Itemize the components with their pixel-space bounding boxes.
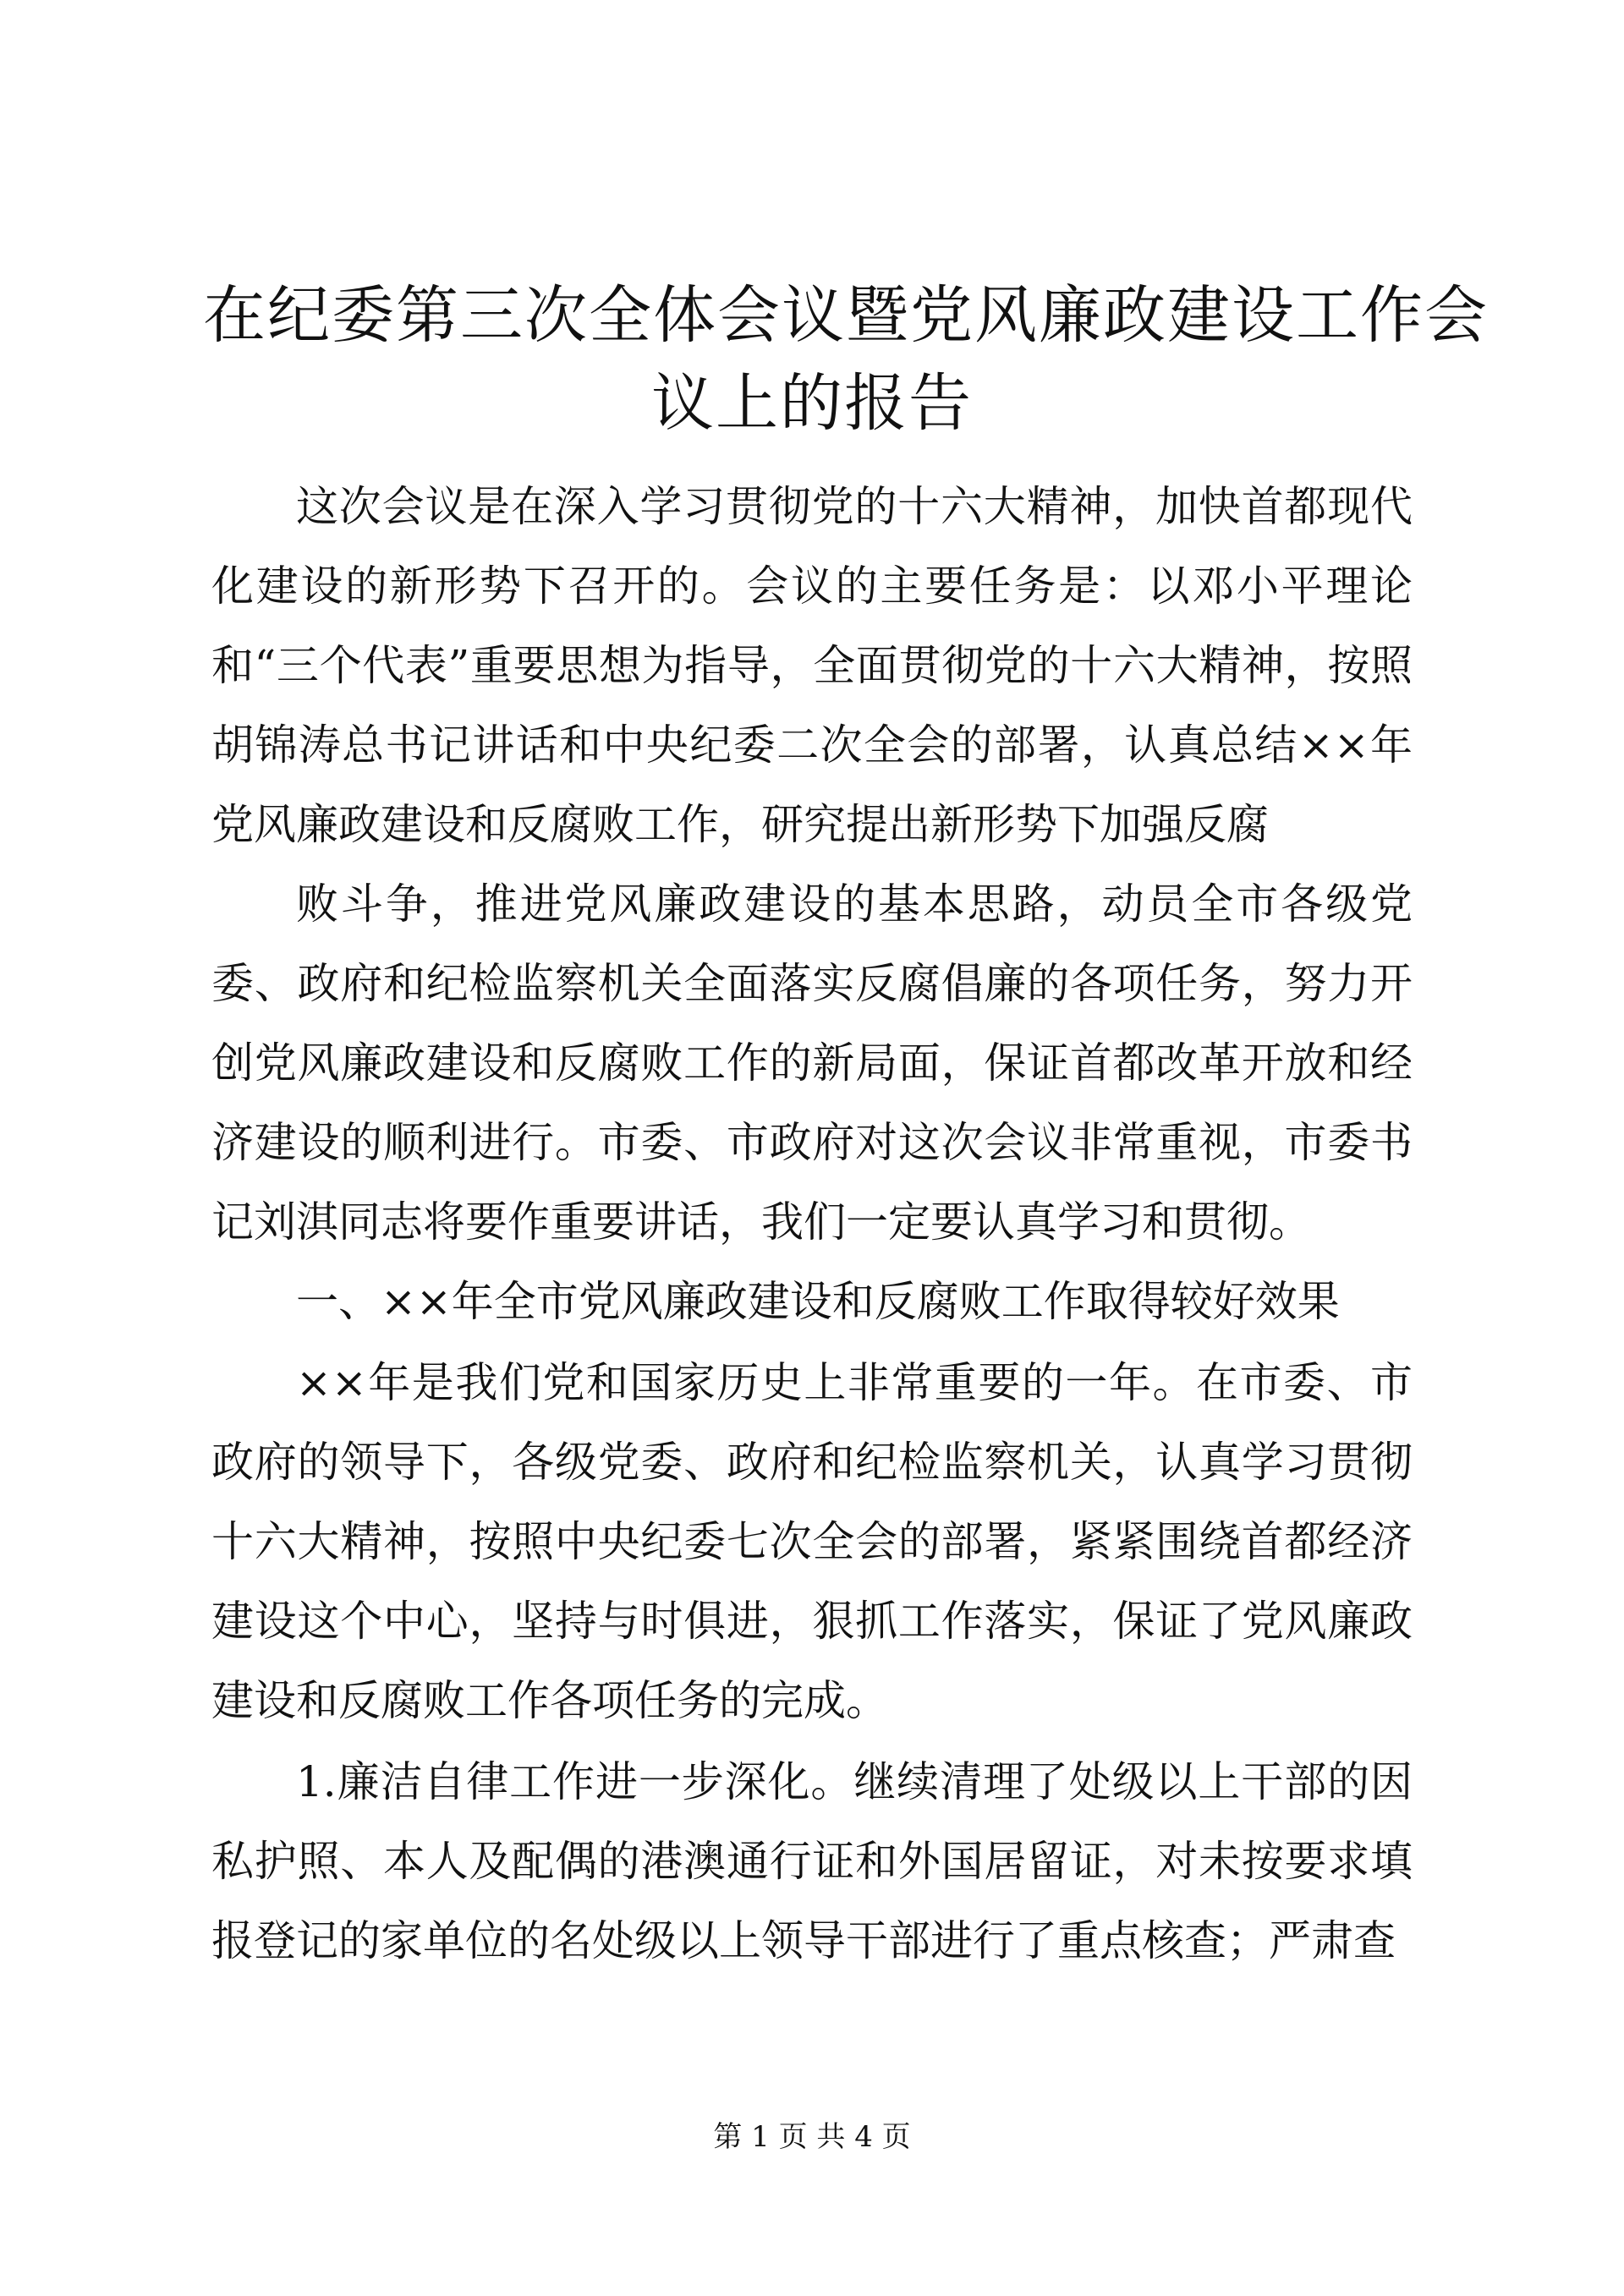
paragraph-2: 败斗争，推进党风廉政建设的基本思路，动员全市各级党委、政府和纪检监察机关全面落实反腐倡廉的各项任务，努力开创党风廉政建设和反腐败工作的新局面，保证首都改革开放和经济建设的顺利进行。市委、市政府对这次会议非常重视，市委书记刘淇同志将要作重要讲话，我们一定要认真学习和贯彻。	[211, 879, 1413, 1247]
paragraph-4: 1.廉洁自律工作进一步深化。继续清理了处级以上干部的因私护照、本人及配偶的港澳通行证和外国居留证，对未按要求填报登记的家单位的名处级以上领导干部进行了重点核查；严肃查	[211, 1757, 1413, 1965]
paragraph-4-block	[211, 1742, 1413, 1981]
paragraph-2-block	[211, 864, 1413, 1262]
document-title-line-2: 议上的报告	[651, 367, 973, 440]
section-heading-1: 一、××年全市党风廉政建设和反腐败工作取得较好效果	[296, 1277, 1340, 1326]
page-footer: 第 1 页 共 4 页	[713, 2120, 911, 2154]
paragraph-3: ××年是我们党和国家历史上非常重要的一年。在市委、市政府的领导下，各级党委、政府和纪检监察机关，认真学习贯彻十六大精神，按照中央纪委七次全会的部署，紧紧围绕首都经济建设这个中心，坚持与时俱进，狠抓工作落实，保证了党风廉政建设和反腐败工作各项任务的完成。	[211, 1358, 1413, 1725]
paragraph-3-block	[211, 1343, 1413, 1740]
paragraph-1-block	[211, 467, 1413, 864]
document-title-line-1: 在纪委第三次全体会议暨党风廉政建设工作会	[203, 279, 1489, 352]
paragraph-1: 这次会议是在深入学习贯彻党的十六大精神，加快首都现代化建设的新形势下召开的。会议的主要任务是：以邓小平理论和“三个代表”重要思想为指导，全面贯彻党的十六大精神，按照胡锦涛总书记讲话和中央纪委二次全会的部署，认真总结××年党风廉政建设和反腐败工作，研究提出新形势下加强反腐	[211, 482, 1413, 849]
section-heading-block	[211, 1262, 1413, 1341]
